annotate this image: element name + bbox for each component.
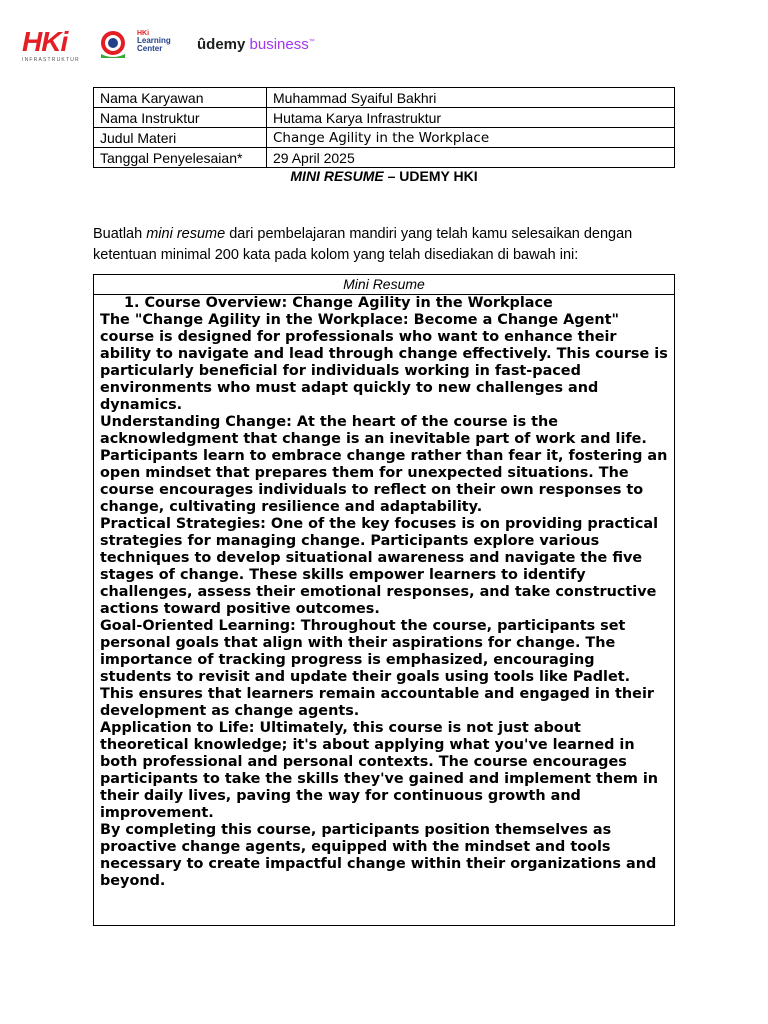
emblem-logo — [97, 30, 129, 58]
learning-center-line2: Center — [137, 44, 163, 53]
resume-paragraph: Goal-Oriented Learning: Throughout the course, participants set personal goals that align with their aspirations for change. The importance of tracking progress is emphasized, encouraging students to revisit and update their goals using tools like Padlet. This ensures that learners remain accountable and engaged in their development as change agents. — [100, 618, 654, 719]
document-title-italic: MINI RESUME — [290, 168, 384, 184]
info-label: Nama Instruktur — [94, 108, 267, 128]
hki-logo-subtitle: INFRASTRUKTUR — [22, 57, 80, 63]
mini-resume-header: Mini Resume — [94, 275, 674, 295]
info-value: Hutama Karya Infrastruktur — [267, 108, 675, 128]
info-label: Nama Karyawan — [94, 88, 267, 108]
hki-logo — [22, 28, 80, 63]
mini-resume-box — [93, 274, 675, 926]
resume-heading: 1. Course Overview: Change Agility in the Workplace — [124, 295, 553, 311]
instruction-before: Buatlah — [93, 226, 147, 242]
hki-logo-mark: HKi — [22, 26, 68, 57]
resume-paragraph: The "Change Agility in the Workplace: Become a Change Agent" course is designed for professionals who want to enhance their ability to navigate and lead through change effectively. This course is particularly beneficial for individuals working in fast-paced environments who must adapt quickly to new challenges and dynamics. — [100, 312, 668, 413]
resume-paragraph: By completing this course, participants position themselves as proactive change agents, equipped with the mindset and tools necessary to create impactful change within their organizations and beyond. — [100, 822, 657, 889]
info-label: Tanggal Penyelesaian* — [94, 148, 267, 168]
info-label: Judul Materi — [94, 128, 267, 148]
udemy-business-logo — [197, 36, 315, 53]
document-title-rest: – UDEMY HKI — [383, 168, 478, 184]
resume-paragraph: Application to Life: Ultimately, this course is not just about theoretical knowledge; it's about applying what you've learned in both professional and personal contexts. The course encourages participants to take the skills they've gained and implement them in their daily lives, paving the way for continuous growth and improvement. — [100, 720, 659, 821]
employee-info-table — [93, 87, 675, 168]
info-row — [94, 128, 675, 148]
info-value: Change Agility in the Workplace — [267, 128, 675, 148]
business-wordmark: business — [249, 36, 309, 53]
info-value: Muhammad Syaiful Bakhri — [267, 88, 675, 108]
info-row — [94, 88, 675, 108]
instruction-after: dari pembelajaran mandiri yang telah kamu selesaikan dengan ketentuan minimal 200 kata pada kolom yang telah disediakan di bawah ini: — [93, 226, 633, 263]
instruction-text — [93, 224, 683, 266]
info-row — [94, 108, 675, 128]
trademark-symbol: ™ — [308, 39, 315, 45]
udemy-wordmark: ûdemy — [197, 36, 246, 53]
document-title — [93, 168, 675, 184]
resume-paragraph: Practical Strategies: One of the key focuses is on providing practical strategies for managing change. Participants explore various techniques to develop situational awareness and navigate the five stages of change. These skills empower learners to identify challenges, assess their emotional responses, and take constructive actions toward positive outcomes. — [100, 516, 659, 617]
learning-center-hki: HKi — [137, 30, 150, 37]
instruction-italic: mini resume — [146, 226, 226, 242]
mini-resume-body — [94, 295, 674, 890]
resume-paragraph: Understanding Change: At the heart of the course is the acknowledgment that change is an inevitable part of work and life. Participants learn to embrace change rather than fear it, fostering an open mindset that prepares them for unexpected situations. The course encourages individuals to reflect on their own responses to change, cultivating resilience and adaptability. — [100, 414, 668, 515]
learning-center-logo — [137, 30, 197, 60]
info-value: 29 April 2025 — [267, 148, 675, 168]
header-logos — [22, 28, 342, 64]
info-row — [94, 148, 675, 168]
learning-center-line1: Learning — [137, 36, 171, 45]
